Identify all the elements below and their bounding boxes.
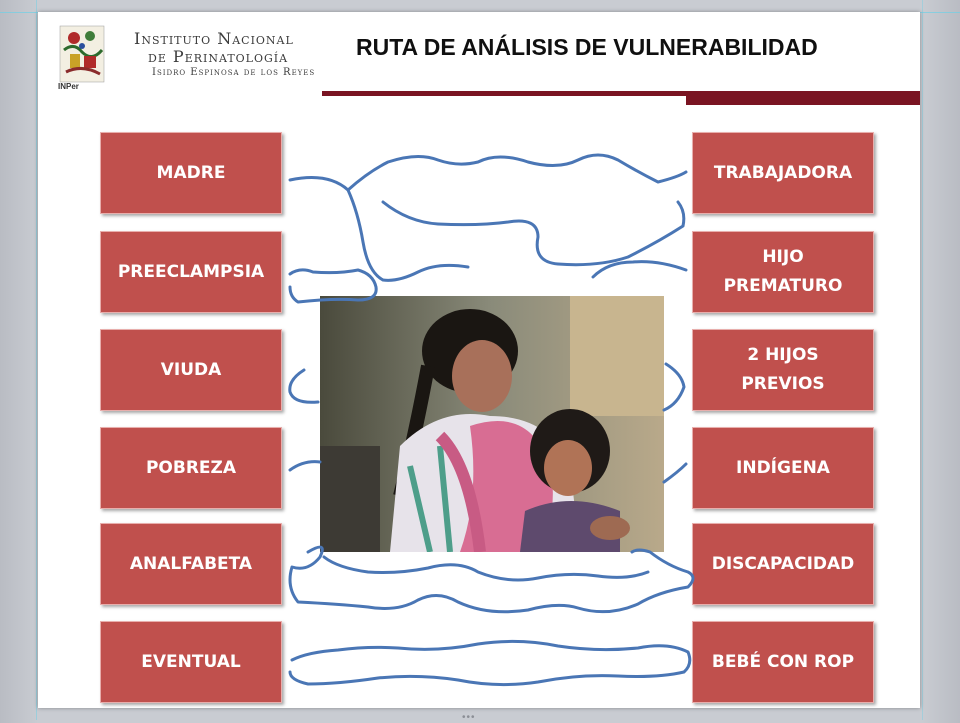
title-underline-accent bbox=[686, 91, 920, 105]
photo-mother-breastfeeding[interactable] bbox=[320, 296, 664, 552]
right-box-trabajadora[interactable] bbox=[692, 132, 874, 214]
left-box-preeclampsia[interactable] bbox=[100, 231, 282, 313]
slide-canvas[interactable] bbox=[38, 12, 920, 708]
slide-more-indicator: ••• bbox=[462, 712, 476, 723]
left-box-label: VIUDA bbox=[160, 359, 222, 380]
institute-name-line2: de Perinatología bbox=[148, 47, 289, 66]
left-box-label: ANALFABETA bbox=[129, 553, 253, 574]
slide-guide-vertical-right bbox=[922, 0, 923, 720]
left-box-label: EVENTUAL bbox=[141, 651, 241, 672]
right-box-label-line2: PREMATURO bbox=[723, 276, 843, 296]
photo-mother-breastfeeding-icon bbox=[320, 296, 664, 552]
right-box-label: TRABAJADORA bbox=[713, 162, 853, 183]
left-box-analfabeta[interactable] bbox=[100, 523, 282, 605]
right-box-label-line1: HIJO bbox=[762, 247, 804, 267]
right-box-discapacidad[interactable] bbox=[692, 523, 874, 605]
slide-guide-vertical-left bbox=[36, 0, 37, 720]
right-box-hijo-prematuro[interactable] bbox=[692, 231, 874, 313]
right-box-bebe-con-rop[interactable] bbox=[692, 621, 874, 703]
institute-name-line1: Instituto Nacional bbox=[134, 29, 294, 48]
right-box-label-line2: PREVIOS bbox=[741, 374, 825, 394]
right-box-2-hijos-previos[interactable] bbox=[692, 329, 874, 411]
left-box-pobreza[interactable] bbox=[100, 427, 282, 509]
institute-name bbox=[134, 30, 324, 80]
left-box-eventual[interactable] bbox=[100, 621, 282, 703]
right-box-label: DISCAPACIDAD bbox=[711, 553, 855, 574]
left-box-label: MADRE bbox=[156, 162, 226, 183]
right-box-label: INDÍGENA bbox=[736, 457, 830, 478]
right-box-label-line1: 2 HIJOS bbox=[747, 345, 819, 365]
left-box-label: POBREZA bbox=[145, 457, 237, 478]
left-box-viuda[interactable] bbox=[100, 329, 282, 411]
right-box-label: BEBÉ CON ROP bbox=[711, 651, 855, 672]
left-box-madre[interactable] bbox=[100, 132, 282, 214]
logo-badge: INPer bbox=[58, 82, 79, 91]
right-box-indigena[interactable] bbox=[692, 427, 874, 509]
institute-name-line3: Isidro Espinosa de los Reyes bbox=[152, 67, 316, 78]
left-box-label: PREECLAMPSIA bbox=[117, 261, 265, 282]
slide-title[interactable]: RUTA DE ANÁLISIS DE VULNERABILIDAD bbox=[356, 34, 818, 60]
